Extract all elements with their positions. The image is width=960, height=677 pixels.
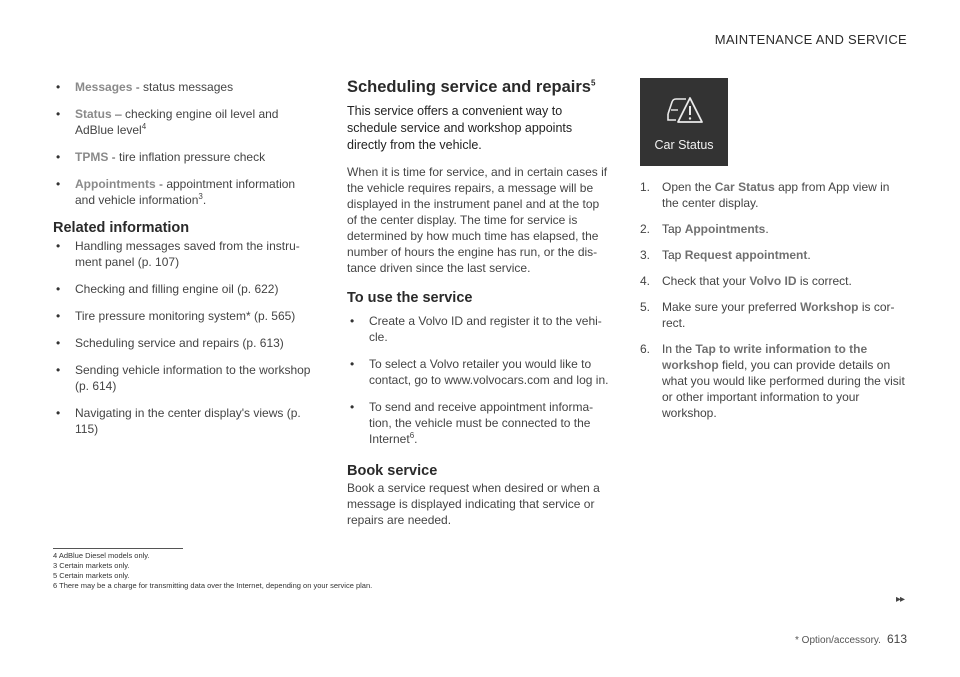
list-item: • Messages - status messages [53, 79, 318, 95]
left-column [53, 79, 318, 448]
use-list [347, 313, 611, 447]
step-item: 1. Open the Car Status app from App view in the center display. [640, 180, 890, 210]
middle-column [347, 79, 611, 528]
list-item: • TPMS - tire inflation pressure check [53, 149, 318, 165]
steps-list [640, 179, 905, 421]
footnote: 6 There may be a charge for transmitting data over the Internet, depending on your service plan. [53, 581, 373, 590]
car-warning-icon [664, 92, 704, 128]
app-feature-list [53, 79, 318, 208]
related-list [53, 238, 318, 437]
related-link[interactable]: • Navigating in the center display's views (p. 115) [53, 405, 318, 437]
list-item: • To send and receive appointment informa-tion, the vehicle must be connected to the Internet$^6$. [347, 399, 611, 447]
footnote: 4 AdBlue Diesel models only. [53, 551, 150, 560]
body-text: When it is time for service, and in certain cases if the vehicle requires repairs, a message will be displayed in the instrument panel and at the top of the center display. The time for service is determined by how much time has elapsed, the number of hours the engine has run, or the dis-tance driven since the last service. [347, 165, 608, 275]
intro-text: This service offers a convenient way to schedule service and workshop appoints directly from the vehicle. [347, 104, 573, 152]
step-item: 6. In the Tap to write information to the workshop field, you can provide details on what you would like performed during the visit or other important information to your workshop. [640, 342, 905, 420]
step-item: 2. Tap Appointments. [640, 222, 769, 236]
list-item: • To select a Volvo retailer you would like to contact, go to www.volvocars.com and log in. [347, 356, 611, 388]
step-item: 4. Check that your Volvo ID is correct. [640, 274, 852, 288]
book-heading: Book service [347, 463, 438, 479]
footnote-ref: 6 [409, 431, 415, 440]
related-link[interactable]: • Scheduling service and repairs (p. 613) [53, 335, 318, 351]
continue-arrows-icon: ▸▸ [895, 594, 904, 605]
footnote-ref: 5 [590, 78, 596, 88]
page-footer [795, 632, 907, 646]
use-heading: To use the service [347, 290, 473, 306]
footnote-ref: 4 [141, 122, 147, 131]
option-note: * Option/accessory. [795, 635, 881, 646]
related-link[interactable]: • Handling messages saved from the instru-ment panel (p. 107) [53, 238, 318, 270]
page-header: MAINTENANCE AND SERVICE [714, 32, 907, 47]
list-item: • Status – checking engine oil level and AdBlue level$^4$ [53, 106, 318, 138]
right-column [640, 179, 905, 431]
list-item: • Create a Volvo ID and register it to the vehi-cle. [347, 313, 611, 345]
footnote-ref: 3 [198, 192, 203, 201]
step-item: 3. Tap Request appointment. [640, 248, 811, 262]
footnote: 3 Certain markets only. [53, 561, 130, 570]
related-link[interactable]: • Tire pressure monitoring system* (p. 565) [53, 308, 318, 324]
footnote-divider [53, 548, 183, 549]
section-title: Scheduling service and repairs$^5$ [347, 78, 596, 96]
page-number: 613 [886, 632, 907, 646]
book-text: Book a service request when desired or when a message is displayed indicating that service or repairs are needed. [347, 481, 600, 527]
step-item: 5. Make sure your preferred Workshop is cor-rect. [640, 300, 895, 330]
related-link[interactable]: • Checking and filling engine oil (p. 622) [53, 281, 318, 297]
car-status-app-tile[interactable] [640, 78, 728, 166]
list-item: • Appointments - appointment information and vehicle information$^3$. [53, 176, 318, 208]
footnote: 5 Certain markets only. [53, 571, 130, 580]
related-link[interactable]: • Sending vehicle information to the workshop (p. 614) [53, 362, 318, 394]
tile-label: Car Status [654, 138, 714, 152]
related-heading: Related information [53, 220, 190, 236]
